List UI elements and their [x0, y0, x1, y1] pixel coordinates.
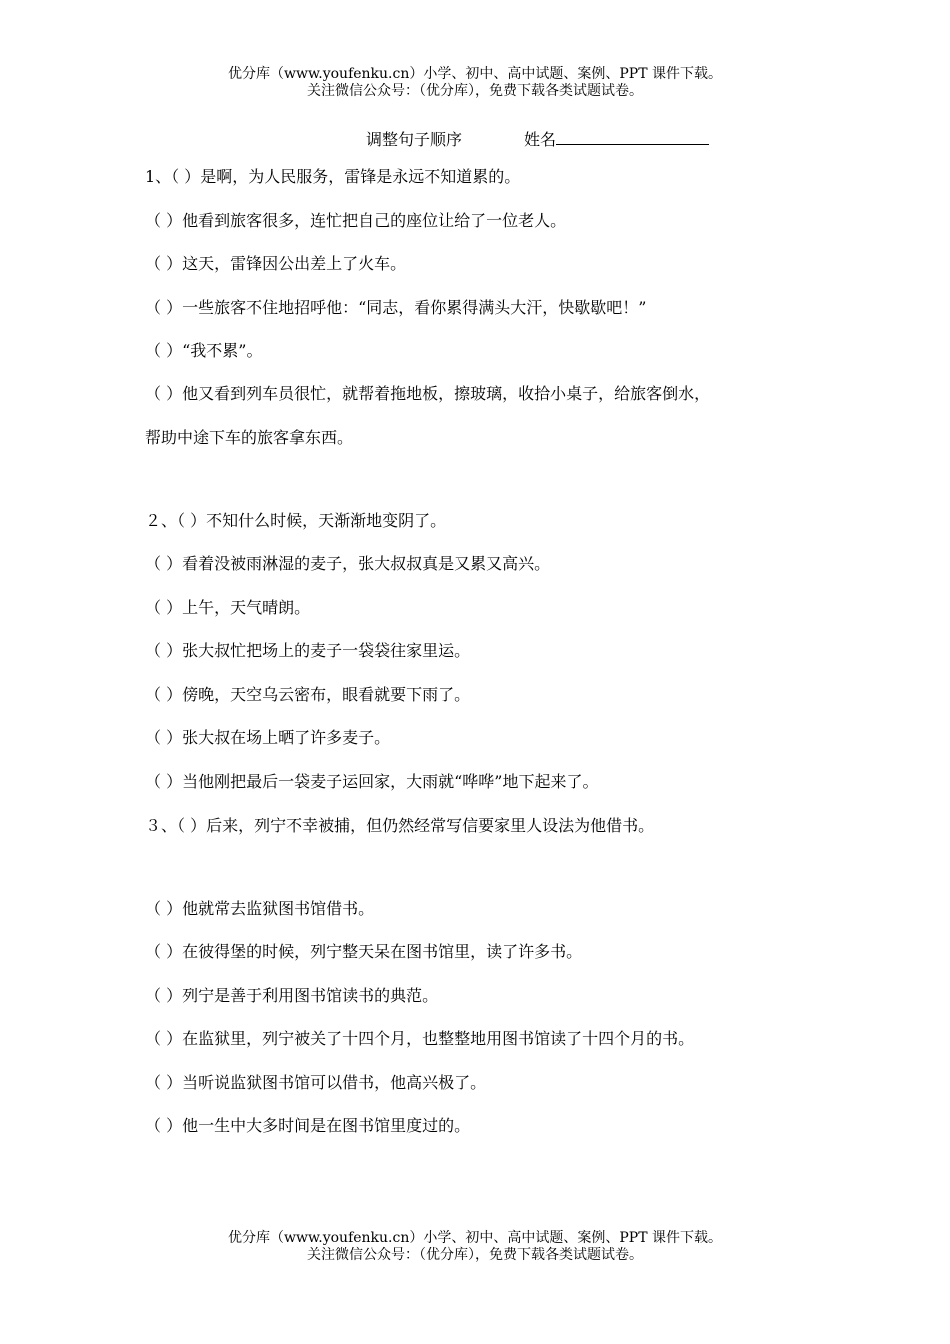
sentence-line: （ ）当听说监狱图书馆可以借书，他高兴极了。 [145, 1073, 487, 1092]
title-row [366, 127, 709, 150]
sentence-line: （ ）当他刚把最后一袋麦子运回家，大雨就“哗哗”地下起来了。 [145, 772, 599, 791]
sentence-line: （ ）他就常去监狱图书馆借书。 [145, 899, 375, 918]
sentence-line: ３、（ ）后来，列宁不幸被捕，但仍然经常写信要家里人设法为他借书。 [145, 816, 655, 835]
page-title: 调整句子顺序 [366, 130, 463, 149]
sentence-line: （ ）在监狱里，列宁被关了十四个月，也整整地用图书馆读了十四个月的书。 [145, 1029, 695, 1048]
sentence-line: （ ）张大叔忙把场上的麦子一袋袋往家里运。 [145, 641, 471, 660]
header-line-1: 优分库（www.youfenku.cn）小学、初中、高中试题、案例、PPT 课件下载。 [227, 66, 722, 82]
footer-line-2: 关注微信公众号：（优分库），免费下载各类试题试卷。 [307, 1247, 643, 1263]
sentence-line: ２、（ ）不知什么时候，天渐渐地变阴了。 [145, 511, 447, 530]
footer-line-1: 优分库（www.youfenku.cn）小学、初中、高中试题、案例、PPT 课件下载。 [227, 1230, 722, 1246]
header-line-2: 关注微信公众号：（优分库），免费下载各类试题试卷。 [307, 83, 643, 99]
sentence-line: （ ）张大叔在场上晒了许多麦子。 [145, 728, 391, 747]
sentence-line: 1、（ ）是啊，为人民服务，雷锋是永远不知道累的。 [145, 167, 521, 186]
page-header [0, 66, 950, 100]
sentence-line: （ ）傍晚，天空乌云密布，眼看就要下雨了。 [145, 685, 471, 704]
sentence-line: （ ）看着没被雨淋湿的麦子，张大叔叔真是又累又高兴。 [145, 554, 551, 573]
sentence-line: 帮助中途下车的旅客拿东西。 [145, 428, 354, 447]
sentence-line: （ ）“我不累”。 [145, 341, 263, 360]
sentence-line: （ ）他一生中大多时间是在图书馆里度过的。 [145, 1116, 471, 1135]
name-label: 姓名 [524, 130, 557, 149]
page-footer [0, 1230, 950, 1264]
sentence-line: （ ）一些旅客不住地招呼他：“同志，看你累得满头大汗，快歇歇吧！” [145, 298, 647, 317]
sentence-line: （ ）这天，雷锋因公出差上了火车。 [145, 254, 407, 273]
sentence-line: （ ）列宁是善于利用图书馆读书的典范。 [145, 986, 439, 1005]
sentence-line: （ ）在彼得堡的时候，列宁整天呆在图书馆里，读了许多书。 [145, 942, 583, 961]
sentence-line: （ ）他看到旅客很多，连忙把自己的座位让给了一位老人。 [145, 211, 567, 230]
name-blank-field[interactable] [556, 128, 709, 145]
sentence-line: （ ）上午，天气晴朗。 [145, 598, 311, 617]
sentence-line: （ ）他又看到列车员很忙，就帮着拖地板，擦玻璃，收拾小桌子，给旅客倒水， [145, 384, 711, 403]
